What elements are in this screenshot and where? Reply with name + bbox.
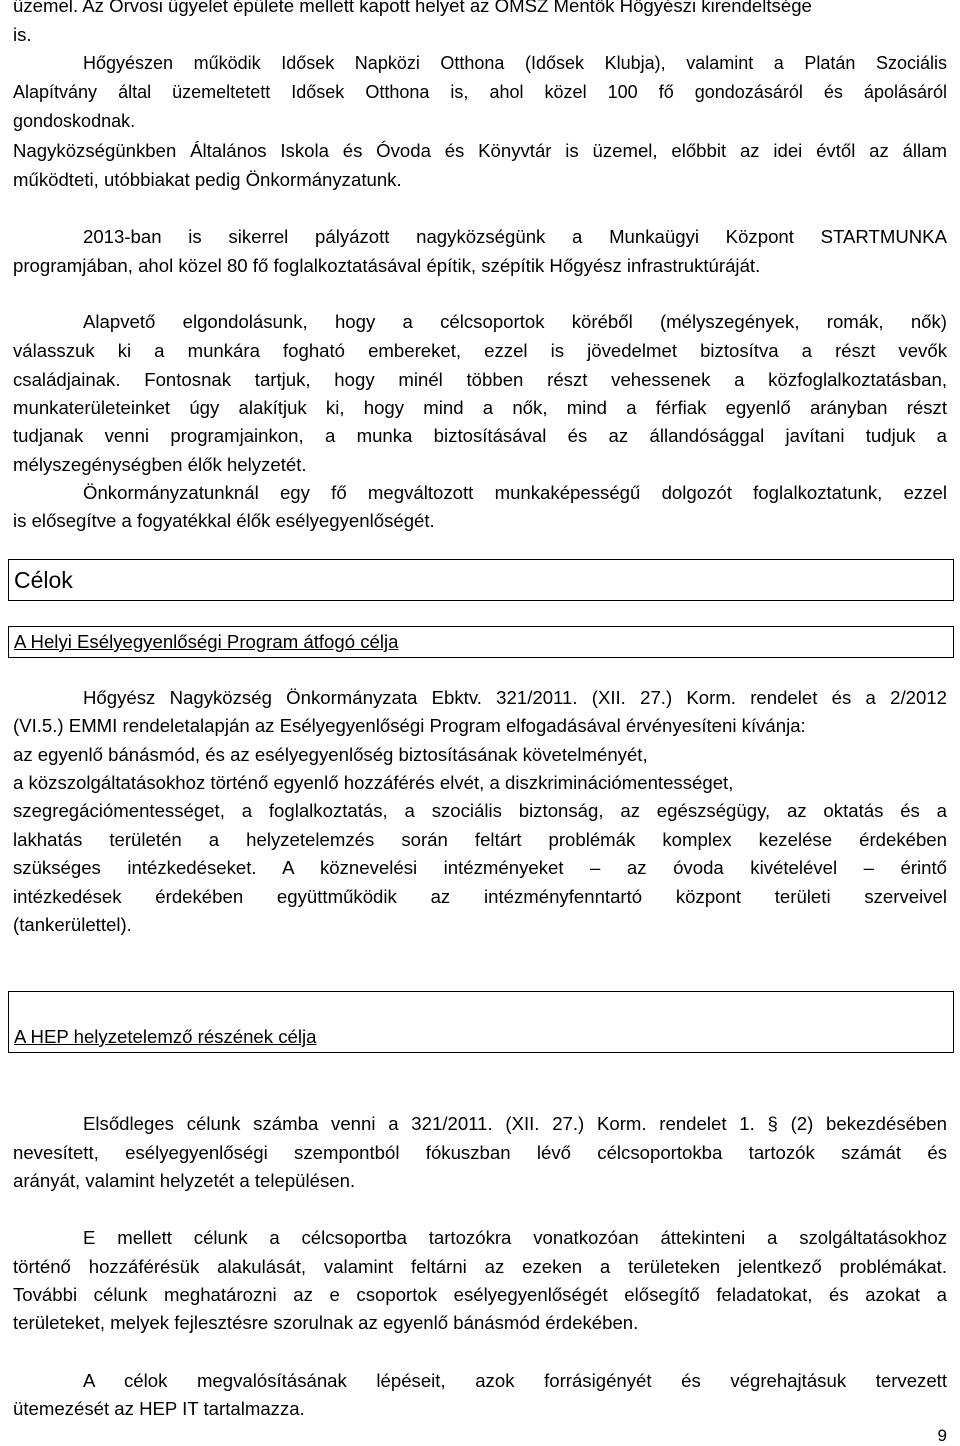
subsection-heading-hep: A HEP helyzetelemző részének célja [14,1026,317,1047]
text-line: intézkedések érdekében együttműködik az intézményfenntartó központ területi szerveivel [13,886,947,907]
text-line: arányát, valamint helyzetét a településen. [13,1170,356,1191]
text-line: E mellett célunk a célcsoportba tartozókra vonatkozóan áttekinteni a szolgáltatásokhoz [83,1227,947,1248]
text-line: is elősegítve a fogyatékkal élők esélyegyenlőségét. [13,510,435,531]
text-line: szükséges intézkedéseket. A köznevelési intézményeket – az óvoda kivételével – érintő [13,857,947,878]
text-line: működteti, utóbbiakat pedig Önkormányzatunk. [13,169,402,190]
text-line: nevesített, esélyegyenlőségi szempontból fókuszban lévő célcsoportokba tartozók számát és [13,1142,947,1163]
text-line: ütemezését az HEP IT tartalmazza. [13,1398,305,1419]
text-line: Nagyközségünkben Általános Iskola és Óvoda és Könyvtár is üzemel, előbbit az idei évtől az állam [13,140,947,161]
hep-heading-box [8,991,954,1053]
text-line: Alapvető elgondolásunk, hogy a célcsoportok köréből (mélyszegények, romák, nők) [83,311,947,332]
text-line: szegregációmentességet, a foglalkoztatás, a szociális biztonság, az egészségügy, az oktatás és a [13,800,947,821]
text-line: (tankerülettel). [13,914,132,935]
text-line: területeket, melyek fejlesztésre szorulnak az egyenlő bánásmód érdekében. [13,1312,639,1333]
section-heading-celok: Célok [14,567,73,593]
celok-heading-box [8,559,954,601]
text-line: is. [13,24,32,45]
text-line: válasszuk ki a munkára fogható embereket, ezzel is jövedelmet biztosítva a részt vevők [13,340,947,361]
text-line: (VI.5.) EMMI rendeletalapján az Esélyegyenlőségi Program elfogadásával érvényesíteni kívánja: [13,715,806,736]
text-line: tudjanak venni programjainkon, a munka biztosításával és az állandósággal javítani tudjuk a [13,425,947,446]
text-line: gondoskodnak. [13,111,136,131]
text-line: történő hozzáférésük alakulását, valamint feltárni az ezeken a területeken jelentkező problémákat. [13,1256,947,1277]
text-line: munkaterületeinket úgy alakítjuk ki, hogy mind a nők, mind a férfiak egyenlő arányban részt [13,397,947,418]
text-line: mélyszegénységben élők helyzetét. [13,454,307,475]
text-line: Hőgyészen működik Idősek Napközi Otthona (Idősek Klubja), valamint a Platán Szociális [83,53,947,73]
text-line: 2013-ban is sikerrel pályázott nagyközségünk a Munkaügyi Központ STARTMUNKA [83,226,947,247]
page-number: 9 [937,1426,947,1445]
text-line: Hőgyész Nagyközség Önkormányzata Ebktv. 321/2011. (XII. 27.) Korm. rendelet és a 2/2012 [83,687,947,708]
text-line: programjában, ahol közel 80 fő foglalkoztatásával építik, szépítik Hőgyész infrastruktúráját. [13,255,761,276]
helyi-heading-box [8,626,954,658]
text-line: Elsődleges célunk számba venni a 321/2011. (XII. 27.) Korm. rendelet 1. § (2) bekezdésében [83,1113,947,1134]
text-line: az egyenlő bánásmód, és az esélyegyenlőség biztosításának követelményét, [13,744,648,765]
text-line: a közszolgáltatásokhoz történő egyenlő hozzáférés elvét, a diszkriminációmentességet, [13,772,734,793]
text-line: Önkormányzatunknál egy fő megváltozott munkaképességű dolgozót foglalkoztatunk, ezzel [83,482,947,503]
text-line: üzemel. Az Orvosi ügyelet épülete mellett kapott helyet az OMSZ Mentők Hőgyészi kirendeltsége [13,0,812,16]
text-line: További célunk meghatározni az e csoportok esélyegyenlőségét elősegítő feladatokat, és azokat a [13,1284,947,1305]
text-line: lakhatás területén a helyzetelemzés során feltárt problémák komplex kezelése érdekében [13,829,947,850]
subsection-heading-helyi: A Helyi Esélyegyenlőségi Program átfogó célja [14,631,399,652]
text-line: A célok megvalósításának lépéseit, azok forrásigényét és végrehajtásuk tervezett [83,1370,947,1391]
text-line: családjainak. Fontosnak tartjuk, hogy minél többen részt vehessenek a közfoglalkoztatásban, [13,369,947,390]
text-line: Alapítvány által üzemeltetett Idősek Otthona is, ahol közel 100 fő gondozásáról és ápolásáról [13,82,947,102]
